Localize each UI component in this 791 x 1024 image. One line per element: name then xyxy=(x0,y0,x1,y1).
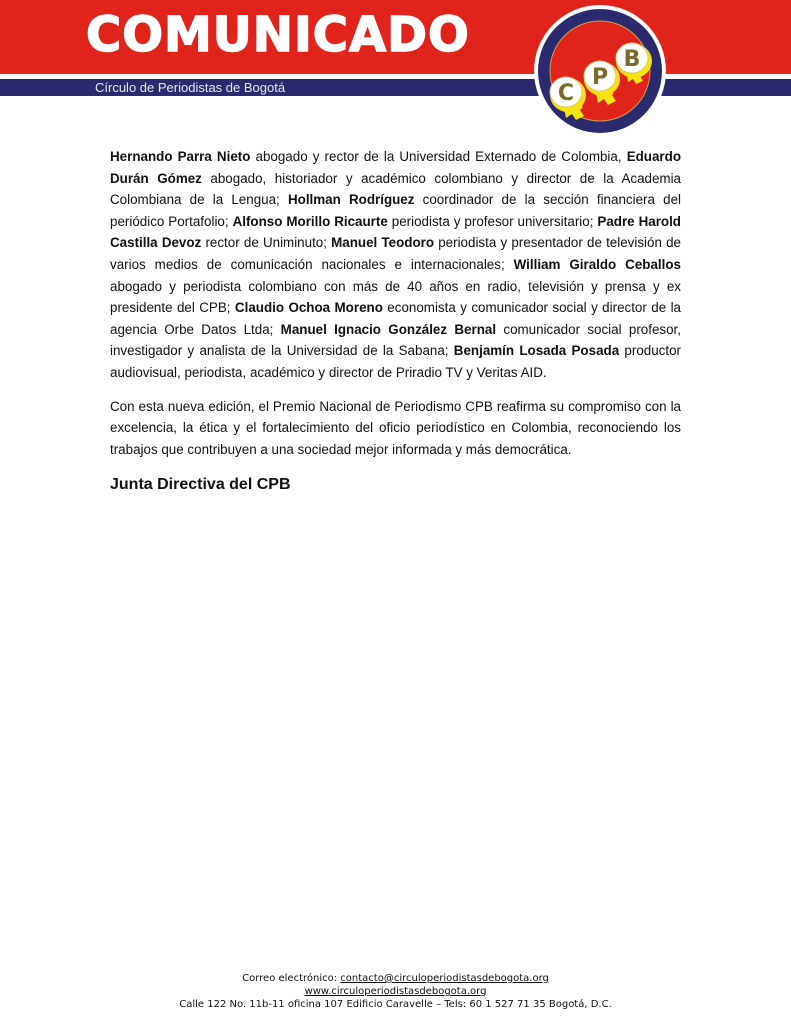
email-label: Correo electrónico: xyxy=(242,973,341,984)
logo-letter-b: B xyxy=(623,47,641,72)
logo-letter-p: P xyxy=(591,65,609,90)
signature: Junta Directiva del CPB xyxy=(110,476,291,494)
person-name: Hernando Parra Nieto xyxy=(110,149,251,164)
description-text: periodista y profesor universitario; xyxy=(387,213,598,229)
footer-email-line xyxy=(0,972,791,985)
logo-letter-c: C xyxy=(557,81,575,106)
organization-name: Círculo de Periodistas de Bogotá xyxy=(95,80,286,95)
description-text: coordinador de la sección financiera del periódico Portafolio; xyxy=(110,192,681,229)
person-name: William Giraldo Ceballos xyxy=(513,256,681,272)
person-name: Claudio Ochoa Moreno xyxy=(234,300,383,316)
person-name: Manuel Ignacio González Bernal xyxy=(280,321,497,337)
person-name: Padre Harold Castilla Devoz xyxy=(110,213,681,251)
description-text: economista y comunicador social y director de la agencia Orbe Datos Ltda; xyxy=(110,300,681,337)
footer xyxy=(0,972,791,1011)
description-text: periodista y presentador de televisión de varios medios de comunicación nacionales e internacionales; xyxy=(110,235,681,272)
letterhead xyxy=(0,0,791,140)
person-name: Benjamín Losada Posada xyxy=(453,343,620,359)
cpb-logo-icon xyxy=(532,3,668,139)
person-name: Hollman Rodríguez xyxy=(287,192,415,208)
description-text: abogado y periodista colombiano con más de 40 años en radio, televisión y prensa y ex presidente del CPB; xyxy=(110,278,681,316)
description-text: productor audiovisual, periodista, académico y director de Priradio TV y Veritas AID. xyxy=(110,343,681,380)
description-text: abogado, historiador y académico colombiano y director de la Academia Colombiana de la Lengua; xyxy=(110,170,681,208)
footer-website-line xyxy=(0,985,791,998)
person-name: Alfonso Morillo Ricaurte xyxy=(232,213,388,229)
description-text: comunicador social profesor, investigador y analista de la Universidad de la Sabana; xyxy=(110,321,681,359)
description-text: rector de Uniminuto; xyxy=(201,235,332,251)
jury-paragraph xyxy=(110,146,681,384)
closing-paragraph: Con esta nueva edición, el Premio Nacional de Periodismo CPB reafirma su compromiso con la excelencia, la ética y el fortalecimiento del oficio periodístico en Colombia, reconociendo los trabajos que contribuyen a una sociedad mejor informada y más democrática. xyxy=(110,398,681,457)
website-link[interactable]: www.circuloperiodistasdebogota.org xyxy=(304,986,487,997)
person-name: Eduardo Durán Gómez xyxy=(110,149,681,186)
footer-address: Calle 122 No. 11b-11 oficina 107 Edificio Caravelle – Tels: 60 1 527 71 35 Bogotá, D.C. xyxy=(179,999,612,1010)
document-body xyxy=(110,146,681,496)
document-title: COMUNICADO xyxy=(86,7,470,63)
email-link[interactable]: contacto@circuloperiodistasdebogota.org xyxy=(340,973,549,984)
description-text: abogado y rector de la Universidad Externado de Colombia, xyxy=(250,149,627,164)
person-name: Manuel Teodoro xyxy=(331,235,435,251)
